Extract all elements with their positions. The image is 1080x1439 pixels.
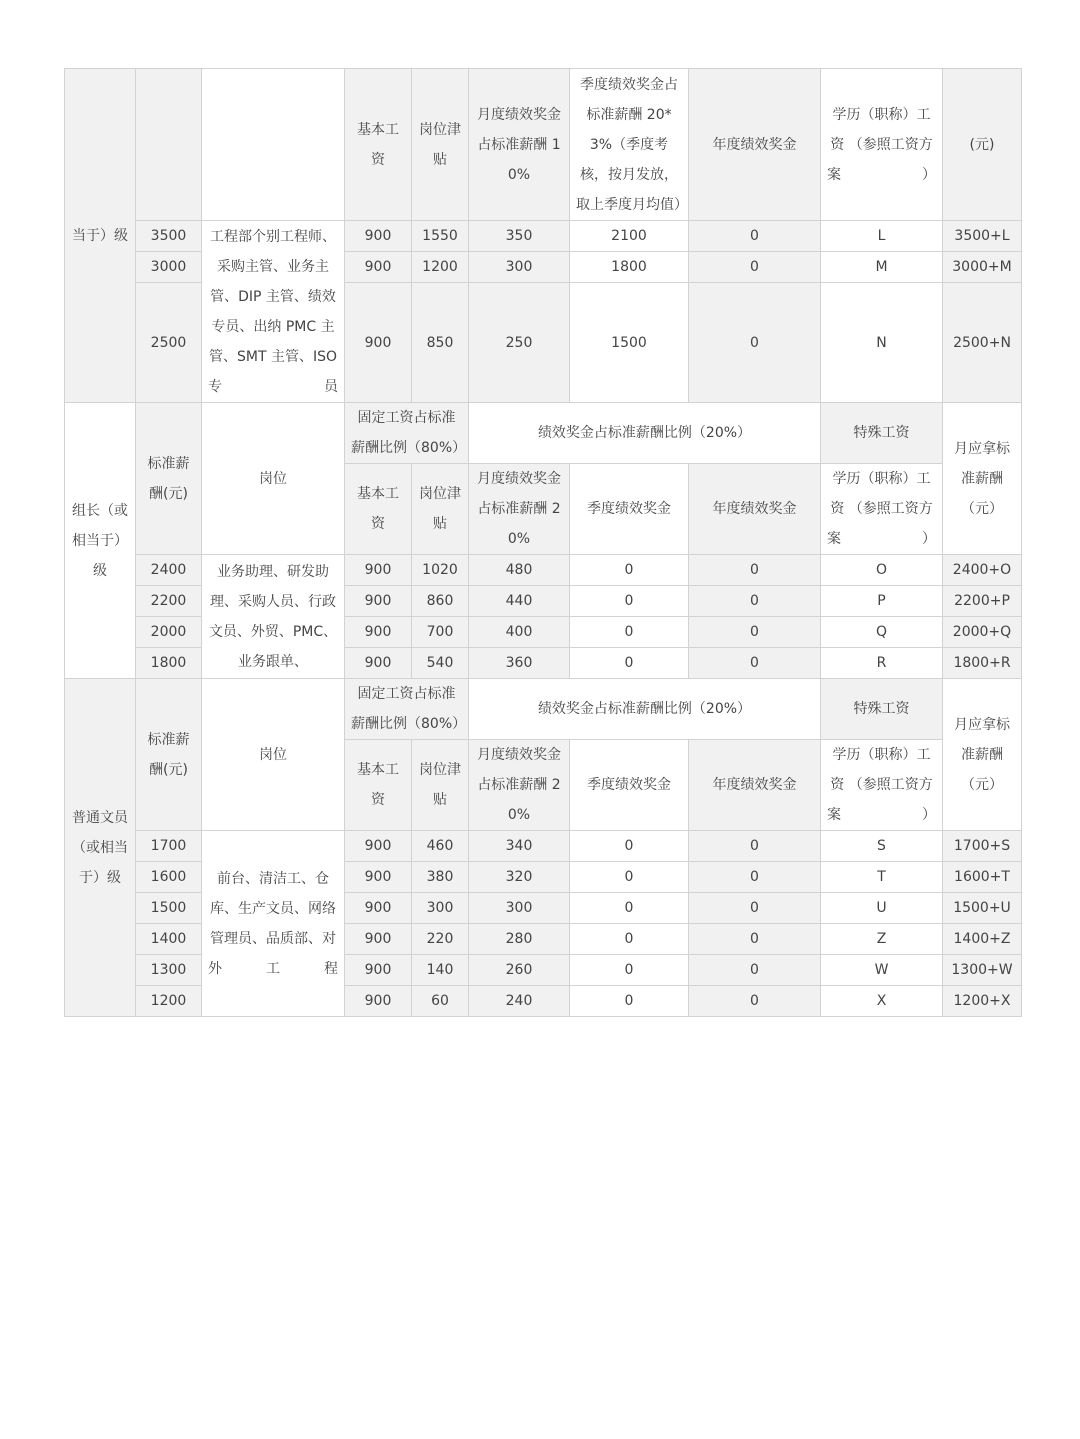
post-allowance-cell: 460 bbox=[412, 831, 469, 862]
annual-bonus-cell: 0 bbox=[689, 283, 821, 403]
section1-header-row bbox=[65, 69, 1022, 221]
annual-bonus-cell: 0 bbox=[689, 831, 821, 862]
section2-quarterly-header: 季度绩效奖金 bbox=[570, 464, 689, 555]
std-salary-cell: 2500 bbox=[136, 283, 202, 403]
monthly-bonus-cell: 300 bbox=[469, 252, 570, 283]
edu-salary-cell: R bbox=[821, 648, 943, 679]
monthly-total-cell: 3000+M bbox=[943, 252, 1022, 283]
basic-salary-cell: 900 bbox=[345, 862, 412, 893]
edu-salary-cell: P bbox=[821, 586, 943, 617]
edu-salary-cell: Z bbox=[821, 924, 943, 955]
post-allowance-cell: 850 bbox=[412, 283, 469, 403]
section2-std-header: 标准薪酬(元) bbox=[136, 403, 202, 555]
edu-salary-cell: X bbox=[821, 986, 943, 1017]
std-salary-cell: 1800 bbox=[136, 648, 202, 679]
annual-bonus-cell: 0 bbox=[689, 986, 821, 1017]
section1-level-cell: 当于）级 bbox=[65, 69, 136, 403]
std-salary-cell: 2200 bbox=[136, 586, 202, 617]
section2-level-cell: 组长（或相当于）级 bbox=[65, 403, 136, 679]
quarterly-bonus-cell: 0 bbox=[570, 986, 689, 1017]
monthly-total-cell: 1500+U bbox=[943, 893, 1022, 924]
monthly-total-cell: 1400+Z bbox=[943, 924, 1022, 955]
section3-header-row-1 bbox=[65, 679, 1022, 740]
section3-special-header: 特殊工资 bbox=[821, 679, 943, 740]
basic-salary-cell: 900 bbox=[345, 252, 412, 283]
std-salary-cell: 2400 bbox=[136, 555, 202, 586]
section1-std-header-empty bbox=[136, 69, 202, 221]
basic-salary-cell: 900 bbox=[345, 586, 412, 617]
section2-special-header: 特殊工资 bbox=[821, 403, 943, 464]
annual-bonus-cell: 0 bbox=[689, 955, 821, 986]
section3-basic-header: 基本工资 bbox=[345, 740, 412, 831]
monthly-total-cell: 1300+W bbox=[943, 955, 1022, 986]
basic-salary-cell: 900 bbox=[345, 893, 412, 924]
annual-bonus-cell: 0 bbox=[689, 648, 821, 679]
section3-edu-header: 学历（职称）工资 （参照工资方案） bbox=[821, 740, 943, 831]
quarterly-bonus-cell: 1500 bbox=[570, 283, 689, 403]
quarterly-bonus-cell: 0 bbox=[570, 648, 689, 679]
section2-edu-header: 学历（职称）工资 （参照工资方案） bbox=[821, 464, 943, 555]
monthly-total-cell: 2500+N bbox=[943, 283, 1022, 403]
edu-salary-cell: S bbox=[821, 831, 943, 862]
section3-quarterly-header: 季度绩效奖金 bbox=[570, 740, 689, 831]
std-salary-cell: 3500 bbox=[136, 221, 202, 252]
std-salary-cell: 1300 bbox=[136, 955, 202, 986]
edu-salary-cell: Q bbox=[821, 617, 943, 648]
edu-salary-cell: N bbox=[821, 283, 943, 403]
monthly-total-cell: 2400+O bbox=[943, 555, 1022, 586]
section3-position-cell: 前台、清洁工、仓库、生产文员、网络管理员、品质部、对外工程 bbox=[202, 831, 345, 1017]
edu-salary-cell: U bbox=[821, 893, 943, 924]
monthly-total-cell: 2000+Q bbox=[943, 617, 1022, 648]
basic-salary-cell: 900 bbox=[345, 221, 412, 252]
quarterly-bonus-cell: 0 bbox=[570, 893, 689, 924]
annual-bonus-cell: 0 bbox=[689, 221, 821, 252]
std-salary-cell: 1700 bbox=[136, 831, 202, 862]
monthly-total-cell: 1800+R bbox=[943, 648, 1022, 679]
quarterly-bonus-cell: 0 bbox=[570, 955, 689, 986]
monthly-bonus-cell: 400 bbox=[469, 617, 570, 648]
basic-salary-cell: 900 bbox=[345, 986, 412, 1017]
annual-bonus-cell: 0 bbox=[689, 924, 821, 955]
post-allowance-cell: 220 bbox=[412, 924, 469, 955]
table-row bbox=[65, 555, 1022, 586]
post-allowance-cell: 540 bbox=[412, 648, 469, 679]
section3-perf-header: 绩效奖金占标准薪酬比例（20%） bbox=[469, 679, 821, 740]
table-row bbox=[65, 831, 1022, 862]
section3-annual-header: 年度绩效奖金 bbox=[689, 740, 821, 831]
edu-salary-cell: T bbox=[821, 862, 943, 893]
section1-monthly-header: 月度绩效奖金占标准薪酬 10% bbox=[469, 69, 570, 221]
quarterly-bonus-cell: 1800 bbox=[570, 252, 689, 283]
quarterly-bonus-cell: 0 bbox=[570, 617, 689, 648]
annual-bonus-cell: 0 bbox=[689, 893, 821, 924]
post-allowance-cell: 140 bbox=[412, 955, 469, 986]
basic-salary-cell: 900 bbox=[345, 283, 412, 403]
post-allowance-cell: 860 bbox=[412, 586, 469, 617]
monthly-bonus-cell: 320 bbox=[469, 862, 570, 893]
section2-perf-header: 绩效奖金占标准薪酬比例（20%） bbox=[469, 403, 821, 464]
annual-bonus-cell: 0 bbox=[689, 617, 821, 648]
monthly-total-cell: 2200+P bbox=[943, 586, 1022, 617]
section2-month-total-header: 月应拿标准薪酬（元） bbox=[943, 403, 1022, 555]
basic-salary-cell: 900 bbox=[345, 924, 412, 955]
annual-bonus-cell: 0 bbox=[689, 252, 821, 283]
basic-salary-cell: 900 bbox=[345, 617, 412, 648]
section2-annual-header: 年度绩效奖金 bbox=[689, 464, 821, 555]
quarterly-bonus-cell: 2100 bbox=[570, 221, 689, 252]
section1-edu-header: 学历（职称）工资 （参照工资方案） bbox=[821, 69, 943, 221]
edu-salary-cell: M bbox=[821, 252, 943, 283]
post-allowance-cell: 1550 bbox=[412, 221, 469, 252]
section2-basic-header: 基本工资 bbox=[345, 464, 412, 555]
section2-header-row-1 bbox=[65, 403, 1022, 464]
basic-salary-cell: 900 bbox=[345, 831, 412, 862]
section2-monthly-header: 月度绩效奖金占标准薪酬 20% bbox=[469, 464, 570, 555]
quarterly-bonus-cell: 0 bbox=[570, 862, 689, 893]
quarterly-bonus-cell: 0 bbox=[570, 586, 689, 617]
std-salary-cell: 1400 bbox=[136, 924, 202, 955]
section3-std-header: 标准薪酬(元) bbox=[136, 679, 202, 831]
section3-level-cell: 普通文员（或相当于）级 bbox=[65, 679, 136, 1017]
section3-monthly-header: 月度绩效奖金占标准薪酬 20% bbox=[469, 740, 570, 831]
section3-position-header: 岗位 bbox=[202, 679, 345, 831]
section1-annual-header: 年度绩效奖金 bbox=[689, 69, 821, 221]
quarterly-bonus-cell: 0 bbox=[570, 831, 689, 862]
monthly-bonus-cell: 280 bbox=[469, 924, 570, 955]
post-allowance-cell: 300 bbox=[412, 893, 469, 924]
post-allowance-cell: 1200 bbox=[412, 252, 469, 283]
std-salary-cell: 3000 bbox=[136, 252, 202, 283]
section3-fixed-header: 固定工资占标准薪酬比例（80%） bbox=[345, 679, 469, 740]
section1-unit-header: (元) bbox=[943, 69, 1022, 221]
basic-salary-cell: 900 bbox=[345, 648, 412, 679]
annual-bonus-cell: 0 bbox=[689, 862, 821, 893]
std-salary-cell: 1600 bbox=[136, 862, 202, 893]
basic-salary-cell: 900 bbox=[345, 955, 412, 986]
monthly-total-cell: 1600+T bbox=[943, 862, 1022, 893]
quarterly-bonus-cell: 0 bbox=[570, 924, 689, 955]
section1-position-cell: 工程部个别工程师、采购主管、业务主管、DIP 主管、绩效专员、出纳 PMC 主管、SMT 主管、ISO 专员 bbox=[202, 221, 345, 403]
section2-position-header: 岗位 bbox=[202, 403, 345, 555]
edu-salary-cell: O bbox=[821, 555, 943, 586]
quarterly-bonus-cell: 0 bbox=[570, 555, 689, 586]
section1-post-header: 岗位津贴 bbox=[412, 69, 469, 221]
section3-post-header: 岗位津贴 bbox=[412, 740, 469, 831]
monthly-bonus-cell: 300 bbox=[469, 893, 570, 924]
section1-quarterly-header: 季度绩效奖金占标准薪酬 20*3%（季度考核，按月发放，取上季度月均值） bbox=[570, 69, 689, 221]
section2-position-cell: 业务助理、研发助理、采购人员、行政文员、外贸、PMC、业务跟单、 bbox=[202, 555, 345, 679]
monthly-bonus-cell: 360 bbox=[469, 648, 570, 679]
section1-basic-header: 基本工资 bbox=[345, 69, 412, 221]
post-allowance-cell: 60 bbox=[412, 986, 469, 1017]
monthly-total-cell: 1700+S bbox=[943, 831, 1022, 862]
edu-salary-cell: W bbox=[821, 955, 943, 986]
std-salary-cell: 1200 bbox=[136, 986, 202, 1017]
post-allowance-cell: 380 bbox=[412, 862, 469, 893]
std-salary-cell: 2000 bbox=[136, 617, 202, 648]
monthly-bonus-cell: 480 bbox=[469, 555, 570, 586]
monthly-bonus-cell: 340 bbox=[469, 831, 570, 862]
monthly-bonus-cell: 250 bbox=[469, 283, 570, 403]
post-allowance-cell: 1020 bbox=[412, 555, 469, 586]
annual-bonus-cell: 0 bbox=[689, 586, 821, 617]
section2-post-header: 岗位津贴 bbox=[412, 464, 469, 555]
monthly-bonus-cell: 440 bbox=[469, 586, 570, 617]
salary-table bbox=[64, 68, 1022, 1017]
section2-fixed-header: 固定工资占标准薪酬比例（80%） bbox=[345, 403, 469, 464]
table-row bbox=[65, 221, 1022, 252]
monthly-total-cell: 3500+L bbox=[943, 221, 1022, 252]
monthly-bonus-cell: 350 bbox=[469, 221, 570, 252]
monthly-bonus-cell: 260 bbox=[469, 955, 570, 986]
post-allowance-cell: 700 bbox=[412, 617, 469, 648]
annual-bonus-cell: 0 bbox=[689, 555, 821, 586]
edu-salary-cell: L bbox=[821, 221, 943, 252]
section3-month-total-header: 月应拿标准薪酬（元） bbox=[943, 679, 1022, 831]
monthly-total-cell: 1200+X bbox=[943, 986, 1022, 1017]
basic-salary-cell: 900 bbox=[345, 555, 412, 586]
section1-position-header-empty bbox=[202, 69, 345, 221]
std-salary-cell: 1500 bbox=[136, 893, 202, 924]
monthly-bonus-cell: 240 bbox=[469, 986, 570, 1017]
